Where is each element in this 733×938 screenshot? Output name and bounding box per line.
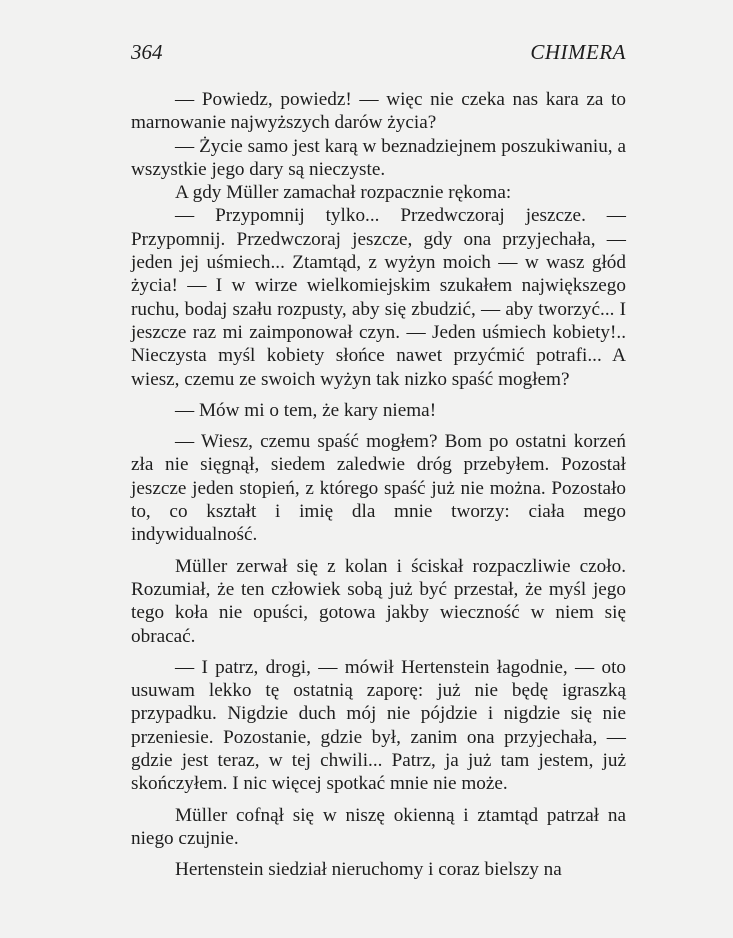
- body-text: [131, 88, 626, 882]
- paragraph: — Życie samo jest karą w beznadziejnem poszukiwaniu, a wszystkie jego dary są nieczyste.: [131, 135, 626, 180]
- paragraph: Müller cofnął się w niszę okienną i ztamtąd patrzał na niego czujnie.: [131, 804, 626, 849]
- page-header: [131, 40, 626, 70]
- paragraph: — Mów mi o tem, że kary niema!: [175, 399, 437, 421]
- paragraph: Müller zerwał się z kolan i ściskał rozpaczliwie czoło. Rozumiał, że ten człowiek sobą już być przestał, że myśl jego tego koła nie opuści, gotowa jakby wieczność w niem się obracać.: [131, 555, 626, 647]
- paragraph: — I patrz, drogi, — mówił Hertenstein łagodnie, — oto usuwam lekko tę ostatnią zaporę: już nie będę igraszką przypadku. Nigdzie duch mój nie pójdzie i nigdzie się nie przeniesie. Pozostanie, gdzie był, zanim ona przyjechała, — gdzie jest teraz, w tej chwili... Patrz, ja już tam jestem, już skończyłem. I nic więcej spotkać mnie nie może.: [131, 656, 626, 795]
- page-number: 364: [131, 40, 163, 64]
- paragraph: Hertenstein siedział nieruchomy i coraz bielszy na: [175, 859, 562, 881]
- running-title: CHIMERA: [530, 40, 626, 64]
- paragraph: — Powiedz, powiedz! — więc nie czeka nas kara za to marnowanie najwyższych darów życia?: [131, 89, 626, 134]
- paragraph: — Wiesz, czemu spaść mogłem? Bom po ostatni korzeń zła nie sięgnął, siedem zaledwie dróg przebyłem. Pozostał jeszcze jeden stopień, z którego spaść już nie można. Pozostało to, co kształt i imię dla mnie tworzy: ciała mego indywidualność.: [131, 431, 626, 546]
- paragraph: A gdy Müller zamachał rozpacznie rękoma:: [175, 182, 512, 204]
- paragraph: — Przypomnij tylko... Przedwczoraj jeszcze. — Przypomnij. Przedwczoraj jeszcze, gdy ona przyjechała, — jeden jej uśmiech... Ztamtąd, z wyżyn moich — w wasz głód życia! — I w wirze wielkomiejskim szukałem największego ruchu, bodaj szału rozpusty, aby się zbudzić, — aby tworzyć... I jeszcze raz mi zaimponował czyn. — Jeden uśmiech kobiety!.. Nieczysta myśl kobiety słońce nawet przyćmić potrafi... A wiesz, czemu ze swoich wyżyn tak nizko spaść mogłem?: [131, 205, 626, 390]
